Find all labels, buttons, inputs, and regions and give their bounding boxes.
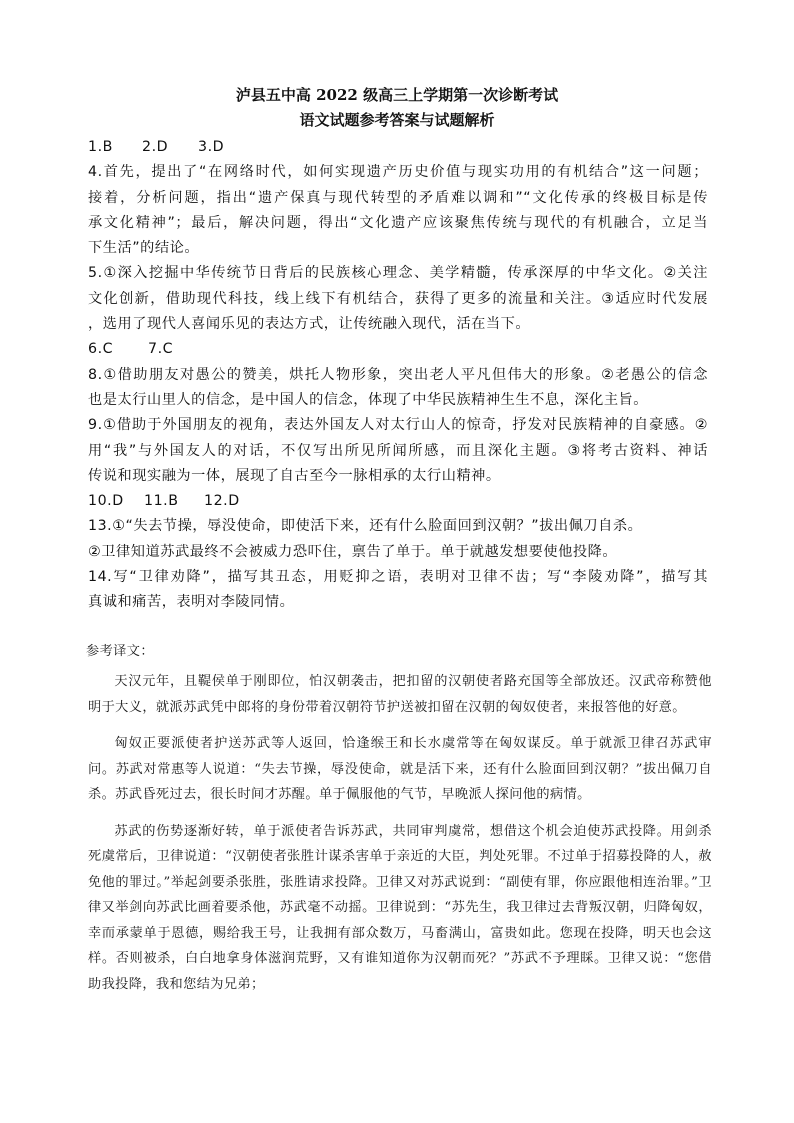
answer-4-line: 承文化精神”；最后，解决问题，得出“文化遗产应该聚焦传统与现代的有机融合，立足当 — [88, 214, 708, 231]
answer-14-line: 14.写“卫律劝降”，描写其丑态，用贬抑之语，表明对卫律不齿；写“李陵劝降”，描写其 — [88, 569, 708, 586]
answer-12: 12.D — [204, 493, 240, 510]
answer-section — [88, 135, 708, 616]
answer-8-line: 也是太行山里人的信念，是中国人的信念，体现了中华民族精神生生不息，深化主旨。 — [88, 391, 649, 408]
reference-paragraph: 天汉元年，且鞮侯单于刚即位，怕汉朝袭击，把扣留的汉朝使者路充国等全部放还。汉武帝称赞他明于大义，就派苏武凭中郎将的身份带着汉朝符节护送被扣留在汉朝的匈奴使者，来报答他的好意。 — [88, 674, 712, 715]
answer-5-line: 文化创新，借助现代科技，线上线下有机结合，获得了更多的流量和关注。③适应时代发展 — [88, 290, 708, 307]
answer-9-line: 传说和现实融为一体，展现了自古至今一脉相承的太行山精神。 — [88, 467, 501, 484]
answer-4-line: 下生活”的结论。 — [88, 240, 200, 257]
answer-5-line: 5.①深入挖掘中华传统节日背后的民族核心理念、美学精髓，传承深厚的中华文化。②关注 — [88, 265, 708, 282]
document-subtitle: 语文试题参考答案与试题解析 — [299, 111, 495, 129]
document-title: 泸县五中高 2022 级高三上学期第一次诊断考试 — [235, 86, 559, 104]
reference-translation — [88, 641, 712, 1008]
answer-9-line: 用“我”与外国友人的对话，不仅写出所见所闻所感，而且深化主题。③将考古资料、神话 — [88, 442, 708, 459]
answer-5-line: ，选用了现代人喜闻乐见的表达方式，让传统融入现代，活在当下。 — [88, 316, 531, 333]
reference-paragraph: 苏武的伤势逐渐好转，单于派使者告诉苏武，共同审判虞常，想借这个机会迫使苏武投降。用剑杀死虞常后，卫律说道：“汉朝使者张胜计谋杀害单于亲近的大臣，判处死罪。不过单于招募投降的人，赦免他的罪过。”举起剑要杀张胜，张胜请求投降。卫律又对苏武说到：“副使有罪，你应跟他相连治罪。”卫律又举剑向苏武比画着要杀他，苏武毫不动摇。卫律说到：“苏先生，我卫律过去背叛汉朝，归降匈奴，幸而承蒙单于恩德，赐给我王号，让我拥有部众数万，马畜满山，富贵如此。您现在投降，明天也会这样。否则被杀，白白地拿身体滋润荒野，又有谁知道你为汉朝而死？”苏武不予理睬。卫律又说：“您借助我投降，我和您结为兄弟； — [88, 823, 712, 992]
answer-10: 10.D — [88, 493, 124, 510]
answer-14-line: 真诚和痛苦，表明对李陵同情。 — [88, 594, 295, 611]
answer-1: 1.B — [88, 139, 113, 155]
answer-row-10-12 — [88, 489, 708, 514]
answer-4-line: 接着，分析问题，指出“遗产保真与现代转型的矛盾难以调和”“文化传承的终极目标是传 — [88, 189, 708, 206]
answer-row-1-3 — [88, 135, 708, 160]
answer-4-line: 4.首先，提出了“在网络时代，如何实现遗产历史价值与现实功用的有机结合”这一问题； — [88, 164, 708, 181]
answer-7: 7.C — [148, 341, 174, 358]
answer-6: 6.C — [88, 341, 114, 358]
answer-2: 2.D — [142, 139, 169, 155]
answer-3: 3.D — [198, 139, 225, 155]
reference-label: 参考译文： — [86, 644, 154, 659]
answer-8-line: 8.①借助朋友对愚公的赞美，烘托人物形象，突出老人平凡但伟大的形象。②老愚公的信念 — [88, 366, 708, 383]
answer-13-line: 13.①“失去节操，辱没使命，即使活下来，还有什么脸面回到汉朝？”拔出佩刀自杀。 — [88, 518, 643, 535]
answer-row-6-7 — [88, 337, 708, 362]
reference-paragraph: 匈奴正要派使者护送苏武等人返回，恰逢缑王和长水虞常等在匈奴谋反。单于就派卫律召苏武审问。苏武对常惠等人说道：“失去节操，辱没使命，就是活下来，还有什么脸面回到汉朝？”拔出佩刀自杀。苏武昏死过去，很长时间才苏醒。单于佩服他的气节，早晚派人探问他的病情。 — [88, 736, 712, 802]
answer-11: 11.B — [144, 493, 179, 510]
answer-13-line: ②卫律知道苏武最终不会被威力恐吓住，禀告了单于。单于就越发想要使他投降。 — [88, 543, 618, 560]
answer-9-line: 9.①借助于外国朋友的视角，表达外国友人对太行山人的惊奇，抒发对民族精神的自豪感。② — [88, 417, 708, 434]
